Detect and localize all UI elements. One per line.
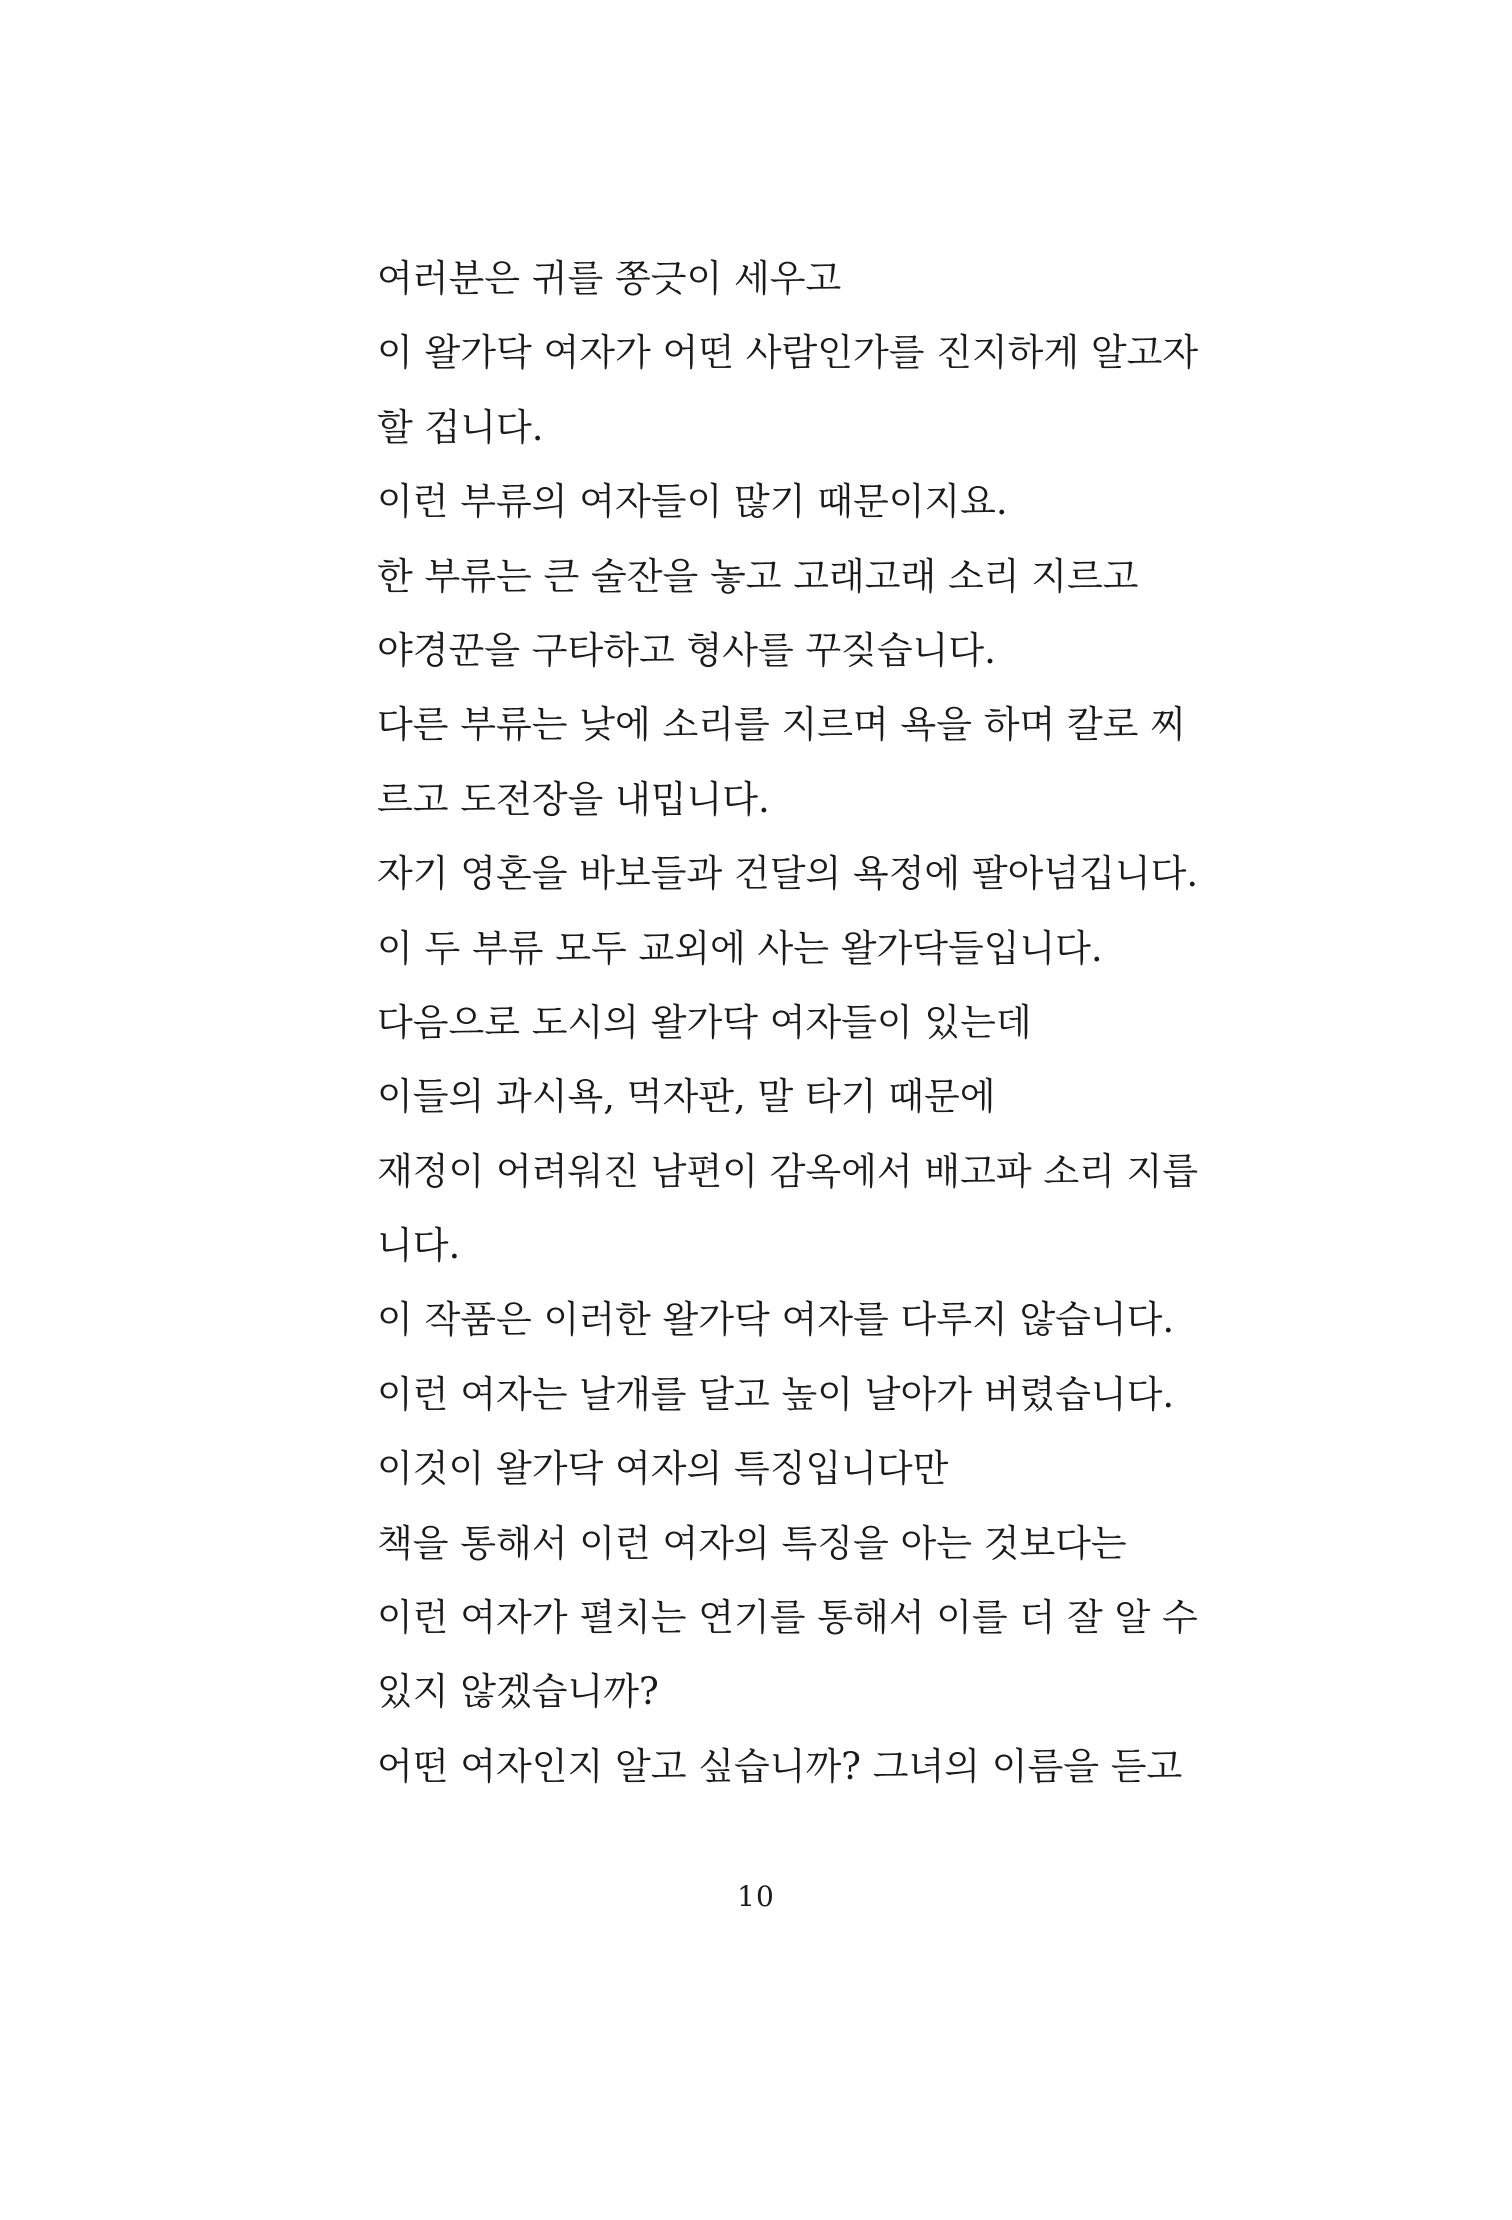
text-line: 이 두 부류 모두 교외에 사는 왈가닥들입니다. <box>377 926 1103 970</box>
text-line: 다음으로 도시의 왈가닥 여자들이 있는데 <box>377 1000 1032 1044</box>
text-line: 야경꾼을 구타하고 형사를 꾸짖습니다. <box>377 628 996 672</box>
text-line: 있지 않겠습니까? <box>377 1670 659 1714</box>
text-line: 이 왈가닥 여자가 어떤 사람인가를 진지하게 알고자 <box>377 331 1199 375</box>
text-line: 할 겁니다. <box>377 405 544 449</box>
text-line: 이런 여자는 날개를 달고 높이 날아가 버렸습니다. <box>377 1372 1175 1416</box>
text-line: 한 부류는 큰 술잔을 놓고 고래고래 소리 지르고 <box>377 554 1139 598</box>
text-line: 어떤 여자인지 알고 싶습니까? 그녀의 이름을 듣고 <box>377 1744 1183 1788</box>
page-number: 10 <box>737 1880 775 1913</box>
text-line: 이들의 과시욕, 먹자판, 말 타기 때문에 <box>377 1075 996 1119</box>
text-line: 자기 영혼을 바보들과 건달의 욕정에 팔아넘깁니다. <box>377 852 1199 896</box>
text-line: 이런 여자가 펼치는 연기를 통해서 이를 더 잘 알 수 <box>377 1596 1198 1640</box>
text-line: 다른 부류는 낮에 소리를 지르며 욕을 하며 칼로 찌 <box>377 703 1186 747</box>
text-line: 르고 도전장을 내밉니다. <box>377 777 770 821</box>
text-line: 이 작품은 이러한 왈가닥 여자를 다루지 않습니다. <box>377 1298 1175 1342</box>
body-text <box>377 242 1257 1804</box>
text-line: 여러분은 귀를 쫑긋이 세우고 <box>377 257 842 300</box>
text-line: 재정이 어려워진 남편이 감옥에서 배고파 소리 지릅 <box>377 1149 1199 1193</box>
text-line: 이것이 왈가닥 여자의 특징입니다만 <box>377 1447 949 1491</box>
text-line: 책을 통해서 이런 여자의 특징을 아는 것보다는 <box>377 1521 1127 1565</box>
text-line: 니다. <box>377 1224 461 1268</box>
text-line: 이런 부류의 여자들이 많기 때문이지요. <box>377 480 1008 524</box>
